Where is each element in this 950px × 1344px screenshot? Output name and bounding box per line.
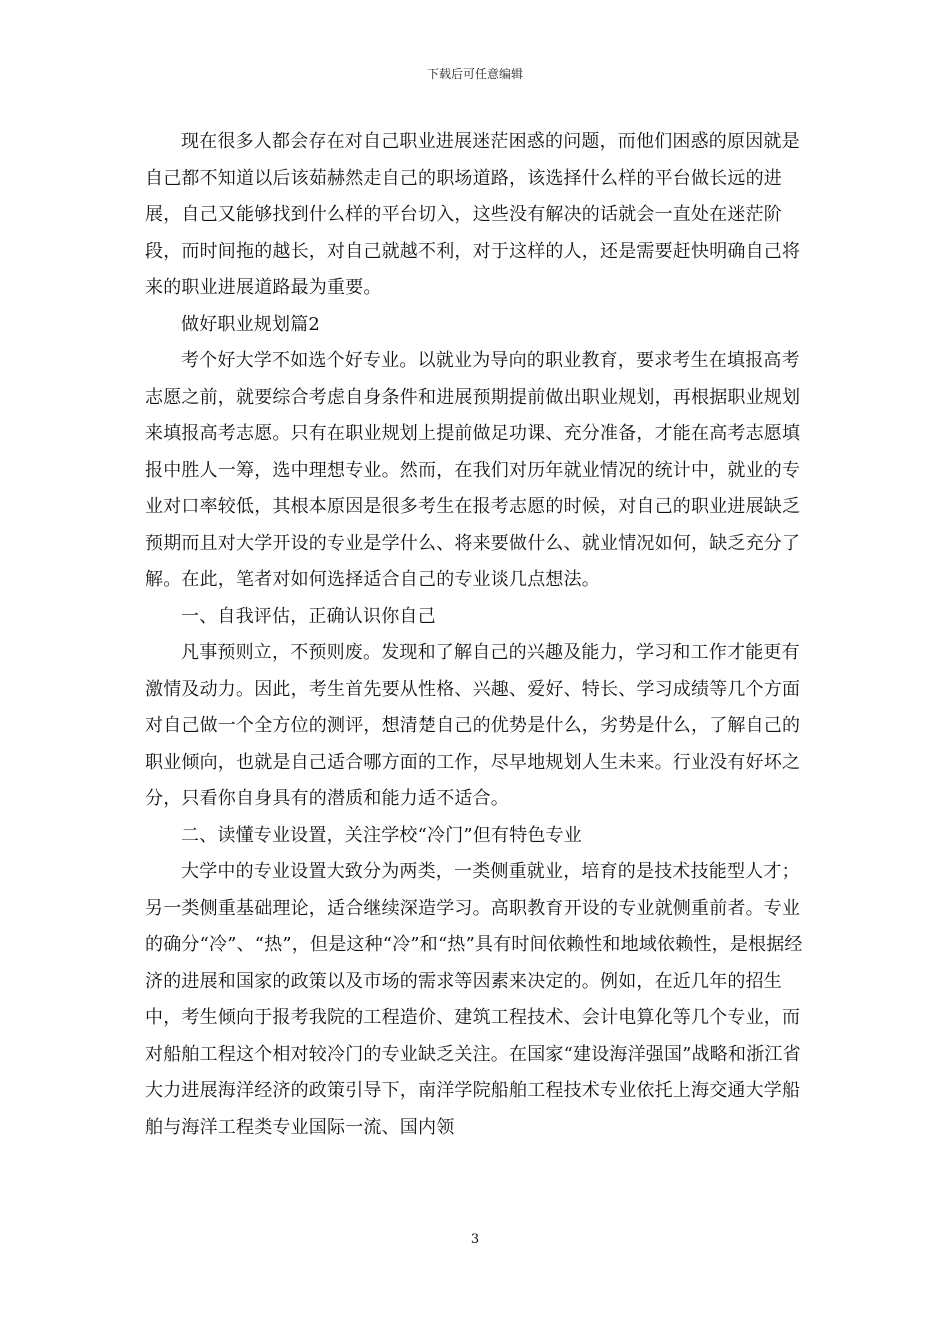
paragraph: 凡事预则立，不预则废。发现和了解自己的兴趣及能力，学习和工作才能更有激情及动力。因此，考生首先要从性格、兴趣、爱好、特长、学习成绩等几个方面对自己做一个全方位的测评，想清楚自己的优势是什么，劣势是什么，了解自己的职业倾向，也就是自己适合哪方面的工作，尽早地规划人生未来。行业没有好坏之分，只看你自身具有的潜质和能力适不适合。 bbox=[145, 642, 801, 809]
section-title: 做好职业规划篇2 bbox=[181, 313, 321, 335]
document-body bbox=[145, 124, 805, 1146]
subheading: 一、自我评估，正确认识你自己 bbox=[181, 605, 436, 627]
paragraph-intro: 现在很多人都会存在对自己职业进展迷茫困惑的问题，而他们困惑的原因就是自己都不知道以后该茹赫然走自己的职场道路，该选择什么样的平台做长远的进展，自己又能够找到什么样的平台切入，这些没有解决的话就会一直处在迷茫阶段，而时间拖的越长，对自己就越不利，对于这样的人，还是需要赶快明确自己将来的职业进展道路最为重要。 bbox=[145, 131, 801, 298]
page-header-note: 下载后可任意编辑 bbox=[426, 67, 523, 81]
subheading: 二、读懂专业设置，关注学校“冷门”但有特色专业 bbox=[181, 824, 583, 846]
paragraph: 考个好大学不如选个好专业。以就业为导向的职业教育，要求考生在填报高考志愿之前，就要综合考虑自身条件和进展预期提前做出职业规划，再根据职业规划来填报高考志愿。只有在职业规划上提前做足功课、充分准备，才能在高考志愿填报中胜人一筹，选中理想专业。然而，在我们对历年就业情况的统计中，就业的专业对口率较低，其根本原因是很多考生在报考志愿的时候，对自己的职业进展缺乏预期而且对大学开设的专业是学什么、将来要做什么、就业情况如何，缺乏充分了解。在此，笔者对如何选择适合自己的专业谈几点想法。 bbox=[145, 350, 801, 590]
paragraph: 大学中的专业设置大致分为两类，一类侧重就业，培育的是技术技能型人才；另一类侧重基础理论，适合继续深造学习。高职教育开设的专业就侧重前者。专业的确分“冷”、“热”，但是这种“冷”和“热”具有时间依赖性和地域依赖性，是根据经济的进展和国家的政策以及市场的需求等因素来决定的。例如，在近几年的招生中，考生倾向于报考我院的工程造价、建筑工程技术、会计电算化等几个专业，而对船舶工程这个相对较冷门的专业缺乏关注。在国家“建设海洋强国”战略和浙江省大力进展海洋经济的政策引导下，南洋学院船舶工程技术专业依托上海交通大学船舶与海洋工程类专业国际一流、国内领 bbox=[145, 861, 803, 1138]
page-number: 3 bbox=[470, 1232, 480, 1247]
